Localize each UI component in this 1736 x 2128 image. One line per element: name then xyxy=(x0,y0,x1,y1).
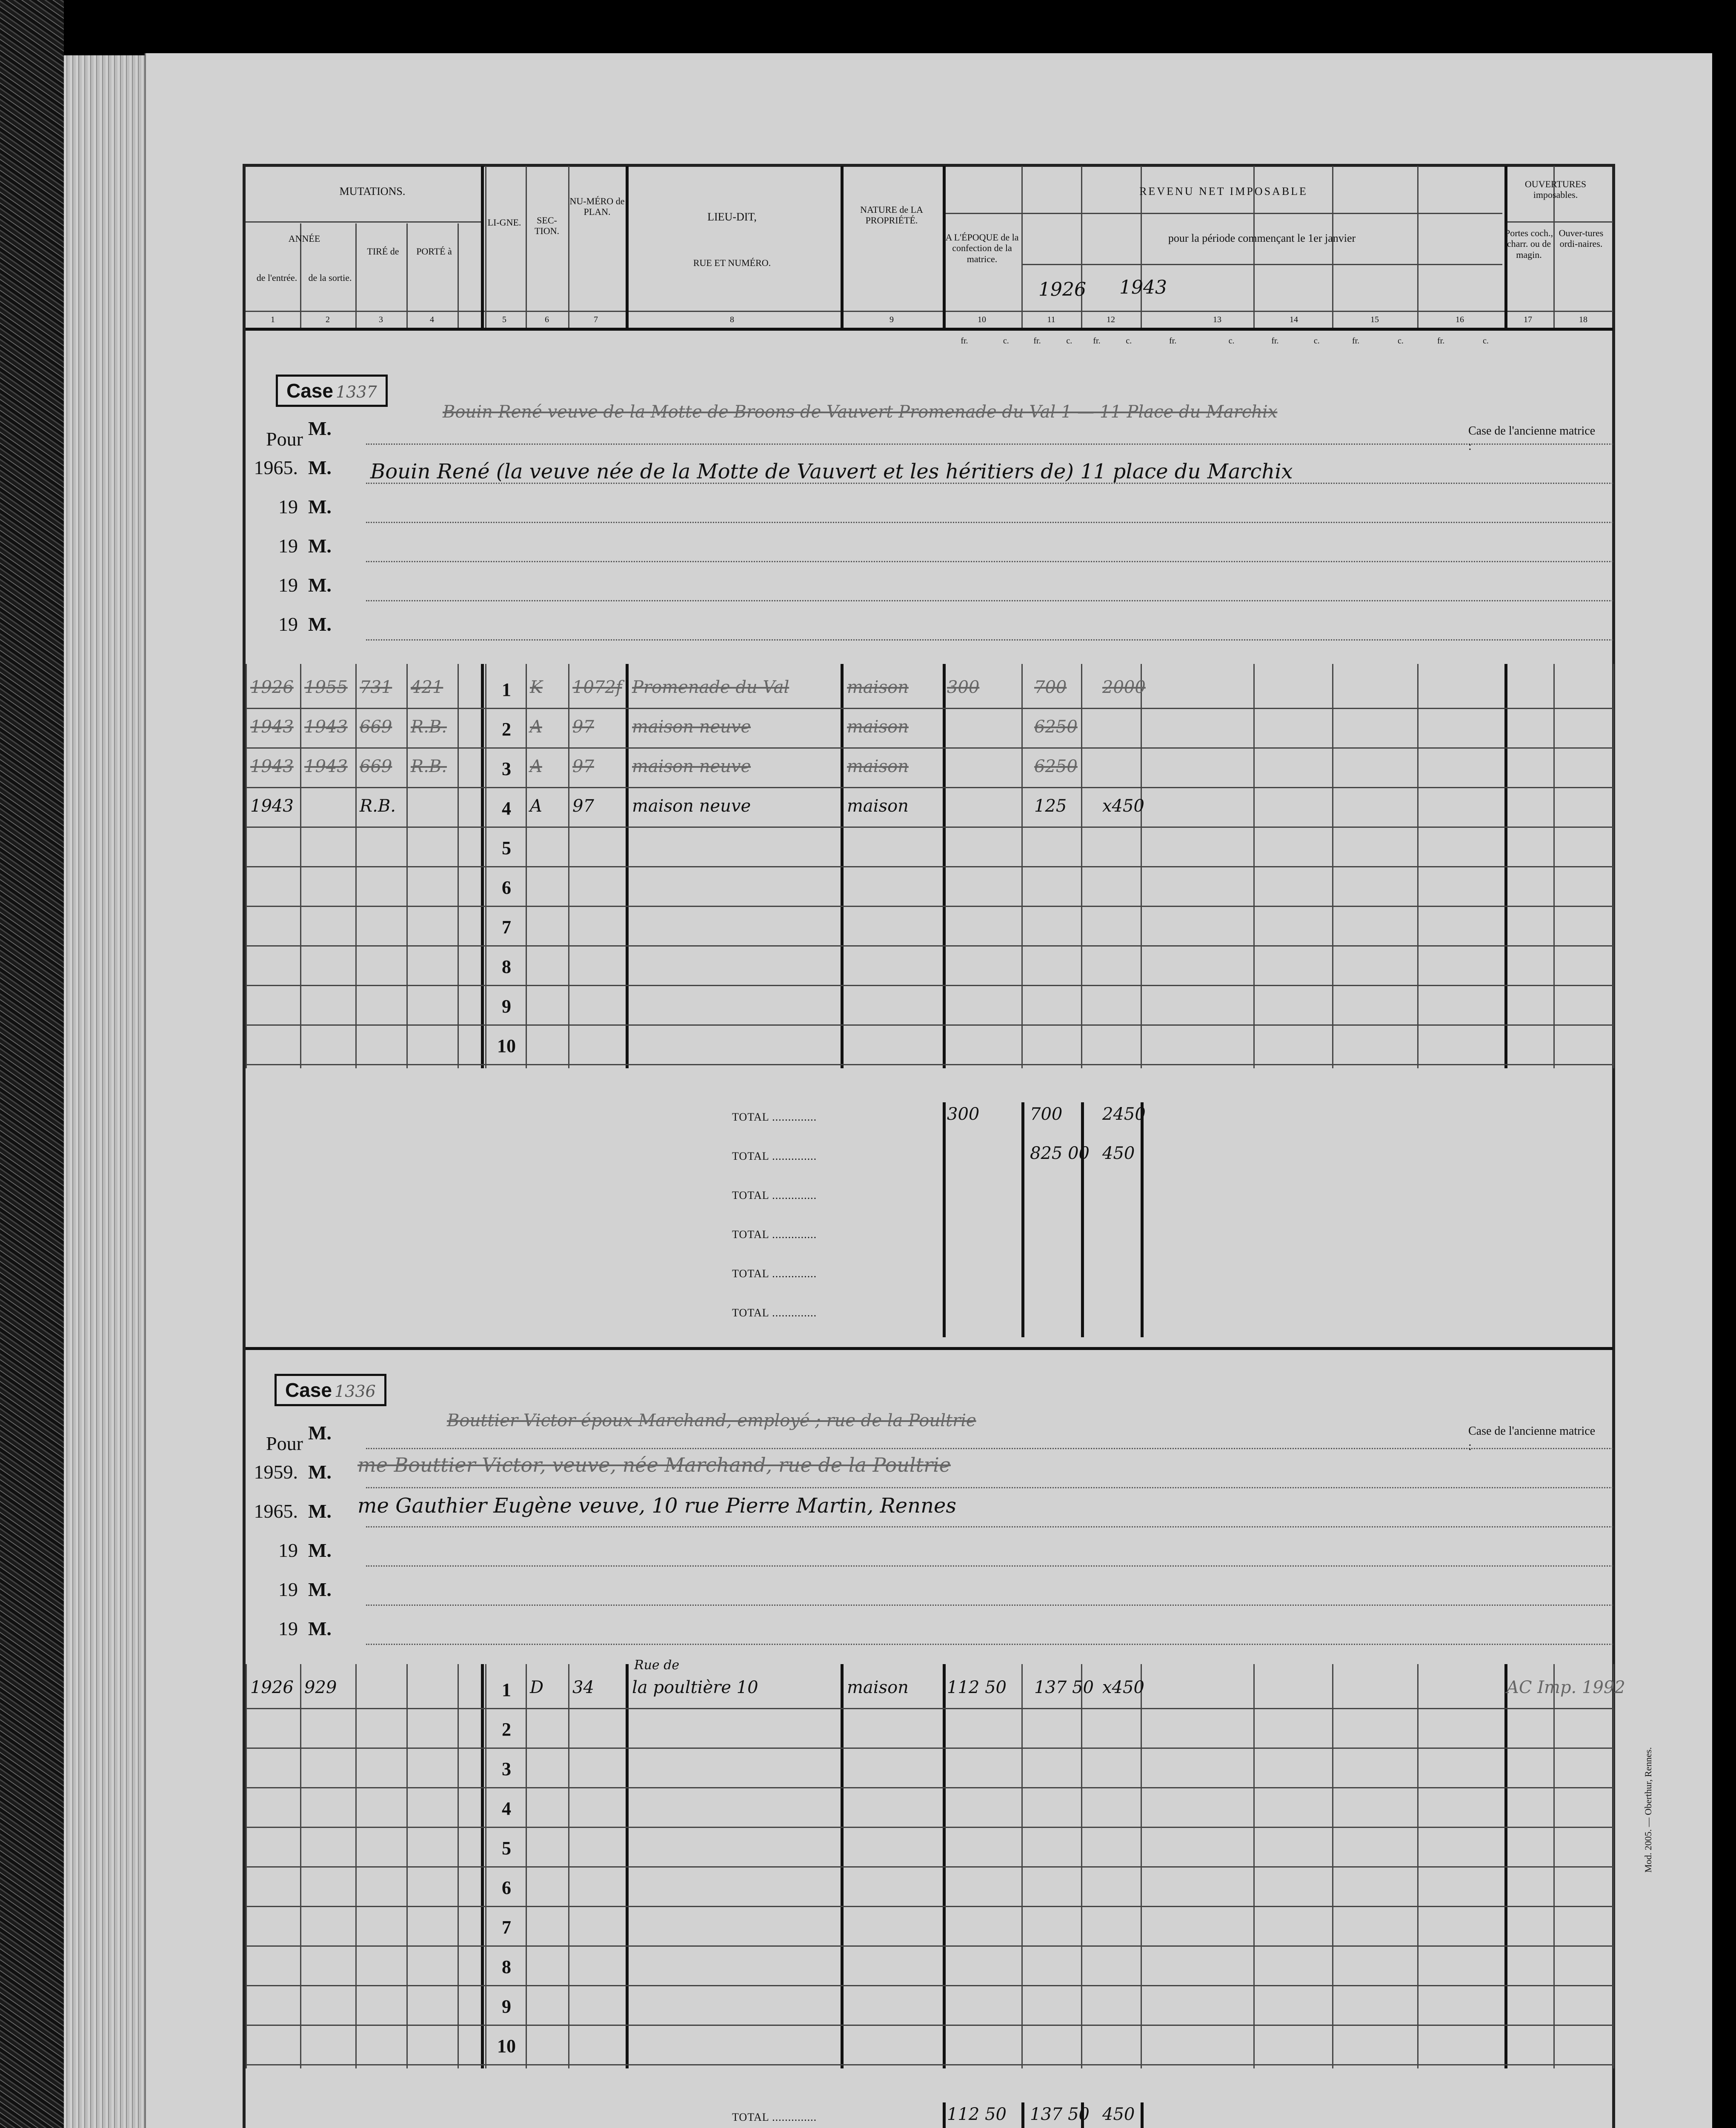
cell-nature: maison xyxy=(847,678,909,697)
cell-plan: 97 xyxy=(572,757,594,776)
case-2-owner-line1: me Bouttier Victor, veuve, née Marchand, rue de la Poultrie xyxy=(357,1453,951,1476)
total-label: TOTAL .............. xyxy=(732,1150,817,1162)
header-nature: NATURE de LA PROPRIÉTÉ. xyxy=(860,204,923,226)
total-column-line xyxy=(1141,1102,1144,1337)
centimes-label: c. xyxy=(1398,336,1404,346)
row-number: 2 xyxy=(502,719,511,740)
owner-prefix: M. xyxy=(308,1539,332,1561)
total-column-line xyxy=(1081,1102,1084,1337)
cell-tire: R.B. xyxy=(360,796,396,816)
francs-label: fr. xyxy=(1033,336,1041,346)
cell-nature: maison xyxy=(847,796,909,816)
row-line xyxy=(246,708,1613,709)
header-column-line xyxy=(485,166,486,328)
case-2-pour: Pour xyxy=(266,1433,303,1454)
case-2-label xyxy=(275,1374,386,1406)
column-number: 7 xyxy=(594,315,598,324)
row-number: 3 xyxy=(502,758,511,779)
total-col12: 450 xyxy=(1102,1144,1135,1163)
cell-tire: 669 xyxy=(360,757,392,776)
row-line xyxy=(246,1024,1613,1026)
cell-col12: 2000 xyxy=(1102,678,1146,697)
owner-row xyxy=(238,613,332,635)
cell-section: A xyxy=(530,796,542,816)
case-1-owner-former: Bouin René veuve de la Motte de Broons de Vauvert Promenade du Val 1 — 11 Place du Marchix xyxy=(443,402,1278,422)
total-label: TOTAL .............. xyxy=(732,1267,817,1280)
cell-section: A xyxy=(530,757,542,776)
owner-line xyxy=(366,1448,1613,1449)
row-column-line xyxy=(1613,664,1614,1068)
cell-lieu: maison neuve xyxy=(632,796,751,816)
owner-line xyxy=(366,561,1613,562)
column-number: 4 xyxy=(430,315,434,324)
case-1-number: 1337 xyxy=(335,383,377,401)
column-number: 16 xyxy=(1456,315,1464,324)
header-numero-plan: NU-MÉRO de PLAN. xyxy=(569,196,625,217)
owner-line xyxy=(366,443,1613,445)
total-label: TOTAL .............. xyxy=(732,1189,817,1201)
owner-prefix: M. xyxy=(308,1500,332,1522)
row-line xyxy=(246,787,1613,788)
row-line xyxy=(246,2025,1613,2026)
column-number: 11 xyxy=(1047,315,1055,324)
francs-label: fr. xyxy=(1271,336,1279,346)
cell-sortie: 929 xyxy=(304,1678,337,1697)
row-line xyxy=(246,1827,1613,1828)
row-number: 7 xyxy=(502,917,511,938)
colnum-rule xyxy=(246,311,1613,312)
cell-sortie: 1955 xyxy=(304,678,348,697)
row-number: 2 xyxy=(502,1719,511,1740)
header-year-1926: 1926 xyxy=(1038,279,1086,300)
row-line xyxy=(246,1748,1613,1749)
header-ouvertures-ordinaires: Ouver-tures ordi-naires. xyxy=(1559,228,1604,249)
centimes-label: c. xyxy=(1003,336,1009,346)
francs-label: fr. xyxy=(1093,336,1101,346)
case-separator xyxy=(246,1347,1613,1350)
owner-line xyxy=(366,1487,1613,1488)
cell-plan: 97 xyxy=(572,717,594,737)
cell-plan: 1072f xyxy=(572,678,622,697)
cell-lieu-sup: Rue de xyxy=(634,1658,680,1673)
header-ligne: LI-GNE. xyxy=(487,217,521,228)
row-line xyxy=(246,1708,1613,1709)
register-frame xyxy=(243,164,1615,2128)
owner-line xyxy=(366,1605,1613,1606)
cell-lieu: maison neuve xyxy=(632,757,751,776)
total-col11: 700 xyxy=(1030,1104,1063,1124)
row-number: 5 xyxy=(502,1838,511,1859)
column-number: 6 xyxy=(545,315,549,324)
case-2-owner-line0: Bouttier Victor époux Marchand, employé ; rue de la Poultrie xyxy=(447,1411,976,1430)
row-number: 10 xyxy=(497,2036,516,2056)
page-edges xyxy=(64,55,153,2128)
owner-year: 1959. xyxy=(254,1461,298,1483)
owner-row xyxy=(238,1617,332,1640)
column-number: 5 xyxy=(502,315,506,324)
row-column-line xyxy=(1613,1664,1614,2068)
total-column-line xyxy=(943,2102,946,2128)
cell-section: K xyxy=(530,678,543,697)
owner-year: 19 xyxy=(278,1579,298,1600)
cell-plan: 97 xyxy=(572,796,594,816)
header-column-line xyxy=(526,166,527,328)
header-column-line xyxy=(568,166,569,328)
row-number: 7 xyxy=(502,1917,511,1938)
column-number: 9 xyxy=(889,315,894,324)
column-number: 14 xyxy=(1290,315,1298,324)
header-mutations: MUTATIONS. xyxy=(339,185,406,197)
cell-col12: x450 xyxy=(1102,796,1144,816)
header-de-la-sortie: de la sortie. xyxy=(308,272,352,283)
row-number: 8 xyxy=(502,1956,511,1977)
owner-year: 19 xyxy=(278,1618,298,1639)
header-column-line xyxy=(355,223,357,328)
header-ouvertures: OUVERTURES imposables. xyxy=(1524,179,1587,200)
cell-nature: maison xyxy=(847,717,909,737)
owner-line xyxy=(366,1644,1613,1645)
column-number: 8 xyxy=(730,315,734,324)
francs-label: fr. xyxy=(1437,336,1445,346)
owner-year: 19 xyxy=(278,496,298,518)
cell-porte: R.B. xyxy=(411,717,447,737)
owner-prefix: M. xyxy=(308,1461,332,1483)
owner-prefix: M. xyxy=(308,496,332,518)
column-number: 1 xyxy=(271,315,275,324)
case-1-ancienne: Case de l'ancienne matrice : xyxy=(1468,424,1596,453)
column-number: 12 xyxy=(1107,315,1115,324)
row-number: 4 xyxy=(502,798,511,819)
row-line xyxy=(246,1906,1613,1907)
case-1-owner-current: Bouin René (la veuve née de la Motte de Vauvert et les héritiers de) 11 place du Marchix xyxy=(370,460,1293,483)
owner-year: 19 xyxy=(278,574,298,596)
total-column-line xyxy=(1021,1102,1024,1337)
total-column-line xyxy=(943,1102,946,1337)
binding-spine xyxy=(0,0,64,2128)
owner-row xyxy=(238,574,332,596)
cell-section: D xyxy=(530,1678,544,1697)
column-number: 10 xyxy=(978,315,986,324)
cell-col10: 300 xyxy=(947,678,980,697)
cell-nature: maison xyxy=(847,757,909,776)
header-portes: Portes coch., charr. ou de magin. xyxy=(1504,228,1553,260)
column-number: 15 xyxy=(1370,315,1379,324)
row-number: 3 xyxy=(502,1759,511,1779)
case-2-label-text: Case xyxy=(285,1379,332,1401)
owner-prefix: M. xyxy=(308,535,332,557)
header-periode: pour la période commençant le 1er janvier xyxy=(1168,232,1356,244)
total-col12: 450 xyxy=(1102,2105,1135,2124)
row-line xyxy=(246,866,1613,867)
row-line xyxy=(246,985,1613,986)
header-section: SEC-TION. xyxy=(534,215,560,237)
cell-col10: 112 50 xyxy=(947,1678,1007,1697)
cell-col11: 137 50 xyxy=(1034,1678,1094,1697)
row-number: 5 xyxy=(502,838,511,858)
header-column-line xyxy=(841,166,844,328)
header-de-lentree: de l'entrée. xyxy=(256,272,297,283)
owner-row xyxy=(238,417,332,440)
owner-line xyxy=(366,1565,1613,1567)
francs-label: fr. xyxy=(1352,336,1360,346)
cell-section: A xyxy=(530,717,542,737)
owner-row xyxy=(238,535,332,557)
row-line xyxy=(246,827,1613,828)
row-number: 10 xyxy=(497,1035,516,1056)
total-label: TOTAL .............. xyxy=(732,2111,817,2123)
column-number: 2 xyxy=(326,315,330,324)
owner-row xyxy=(238,1422,332,1444)
total-label: TOTAL .............. xyxy=(732,1228,817,1241)
total-column-line xyxy=(1141,2102,1144,2128)
printer-imprint: Mod. 2005. — Oberthur, Rennes. xyxy=(1643,1747,1653,1873)
header-year-1943: 1943 xyxy=(1119,277,1167,298)
centimes-label: c. xyxy=(1313,336,1320,346)
total-col11: 137 50 xyxy=(1030,2105,1090,2124)
owner-prefix: M. xyxy=(308,574,332,596)
total-column-line xyxy=(1021,2102,1024,2128)
case-1-label-text: Case xyxy=(286,380,333,402)
row-number: 1 xyxy=(502,679,511,700)
owner-row xyxy=(238,495,332,518)
cell-entree: 1943 xyxy=(250,757,294,776)
total-label: TOTAL .............. xyxy=(732,1111,817,1123)
cell-sortie: 1943 xyxy=(304,757,348,776)
case-2-ancienne: Case de l'ancienne matrice : xyxy=(1468,1424,1596,1453)
cell-porte: 421 xyxy=(411,678,443,697)
owner-line xyxy=(366,522,1613,523)
row-line xyxy=(246,906,1613,907)
row-number: 9 xyxy=(502,996,511,1017)
owner-year: 19 xyxy=(278,535,298,557)
row-line xyxy=(246,2064,1613,2065)
column-number: 3 xyxy=(379,315,383,324)
cell-entree: 1926 xyxy=(250,678,294,697)
header-lieu-dit: LIEU-DIT, xyxy=(707,211,757,223)
header-tire-de: TIRÉ de xyxy=(367,246,399,257)
owner-prefix: M. xyxy=(308,418,332,439)
header-rue-numero: RUE ET NUMÉRO. xyxy=(693,257,771,268)
owner-line xyxy=(366,1526,1613,1527)
header-annee: ANNÉE xyxy=(288,233,320,244)
mutations-rule xyxy=(246,221,481,223)
total-col11: 825 00 xyxy=(1030,1144,1090,1163)
cell-plan: 34 xyxy=(572,1678,594,1697)
row-line xyxy=(246,945,1613,947)
owner-line xyxy=(366,600,1613,601)
ouvertures-rule xyxy=(1504,221,1613,223)
owner-row xyxy=(238,1461,332,1483)
cell-col17: AC Imp. 1992 xyxy=(1507,1678,1625,1697)
owner-year: 1965. xyxy=(254,457,298,478)
row-number: 9 xyxy=(502,1996,511,2017)
cell-col11: 125 xyxy=(1034,796,1067,816)
owner-row xyxy=(238,1539,332,1562)
case-1-pour: Pour xyxy=(266,428,303,450)
total-col12: 2450 xyxy=(1102,1104,1146,1124)
header-column-line xyxy=(626,166,629,328)
cell-nature: maison xyxy=(847,1678,909,1697)
owner-year: 19 xyxy=(278,1539,298,1561)
total-col10: 300 xyxy=(947,1104,980,1124)
row-line xyxy=(246,1945,1613,1947)
cell-entree: 1943 xyxy=(250,717,294,737)
owner-prefix: M. xyxy=(308,1422,332,1444)
owner-year: 19 xyxy=(278,613,298,635)
row-number: 8 xyxy=(502,956,511,977)
header-revenu: REVENU NET IMPOSABLE xyxy=(1139,185,1308,197)
cell-sortie: 1943 xyxy=(304,717,348,737)
row-line xyxy=(246,1064,1613,1065)
header-bottom-rule xyxy=(246,328,1613,331)
owner-year: 1965. xyxy=(254,1500,298,1522)
owner-prefix: M. xyxy=(308,1579,332,1600)
period-rule xyxy=(1021,264,1502,265)
header-a-lepoque: A L'ÉPOQUE de la confection de la matrice. xyxy=(945,232,1019,264)
centimes-label: c. xyxy=(1228,336,1235,346)
owner-prefix: M. xyxy=(308,613,332,635)
owner-line xyxy=(366,639,1613,641)
cell-porte: R.B. xyxy=(411,757,447,776)
cell-col12: x450 xyxy=(1102,1678,1144,1697)
centimes-label: c. xyxy=(1066,336,1072,346)
case-2-number: 1336 xyxy=(334,1382,376,1401)
column-number: 18 xyxy=(1579,315,1587,324)
cell-lieu: Promenade du Val xyxy=(632,678,789,697)
cell-entree: 1926 xyxy=(250,1678,294,1697)
owner-prefix: M. xyxy=(308,1618,332,1639)
row-line xyxy=(246,1985,1613,1986)
owner-row xyxy=(238,1578,332,1601)
row-line xyxy=(246,1866,1613,1868)
cell-lieu: maison neuve xyxy=(632,717,751,737)
row-line xyxy=(246,747,1613,749)
header-porte-a: PORTÉ à xyxy=(416,246,452,257)
francs-label: fr. xyxy=(1169,336,1177,346)
cell-col11: 6250 xyxy=(1034,757,1078,776)
owner-row xyxy=(238,456,332,479)
row-line xyxy=(246,1787,1613,1788)
row-number: 6 xyxy=(502,877,511,898)
row-number: 6 xyxy=(502,1877,511,1898)
case-1-label xyxy=(276,375,388,407)
column-number: 17 xyxy=(1524,315,1532,324)
column-number: 13 xyxy=(1213,315,1221,324)
header-column-line xyxy=(458,223,459,328)
owner-prefix: M. xyxy=(308,457,332,478)
cell-tire: 669 xyxy=(360,717,392,737)
cell-col11: 6250 xyxy=(1034,717,1078,737)
owner-row xyxy=(238,1500,332,1522)
row-number: 1 xyxy=(502,1679,511,1700)
row-number: 4 xyxy=(502,1798,511,1819)
cell-col11: 700 xyxy=(1034,678,1067,697)
centimes-label: c. xyxy=(1483,336,1489,346)
header-column-line xyxy=(481,166,484,328)
case-2-owner-line2: me Gauthier Eugène veuve, 10 rue Pierre Martin, Rennes xyxy=(357,1494,957,1518)
cell-entree: 1943 xyxy=(250,796,294,816)
centimes-label: c. xyxy=(1126,336,1132,346)
cell-tire: 731 xyxy=(360,678,392,697)
cell-lieu: la poultière 10 xyxy=(632,1678,758,1697)
header-column-line xyxy=(406,223,408,328)
total-col10: 112 50 xyxy=(947,2105,1007,2124)
total-label: TOTAL .............. xyxy=(732,1307,817,1319)
francs-label: fr. xyxy=(961,336,968,346)
